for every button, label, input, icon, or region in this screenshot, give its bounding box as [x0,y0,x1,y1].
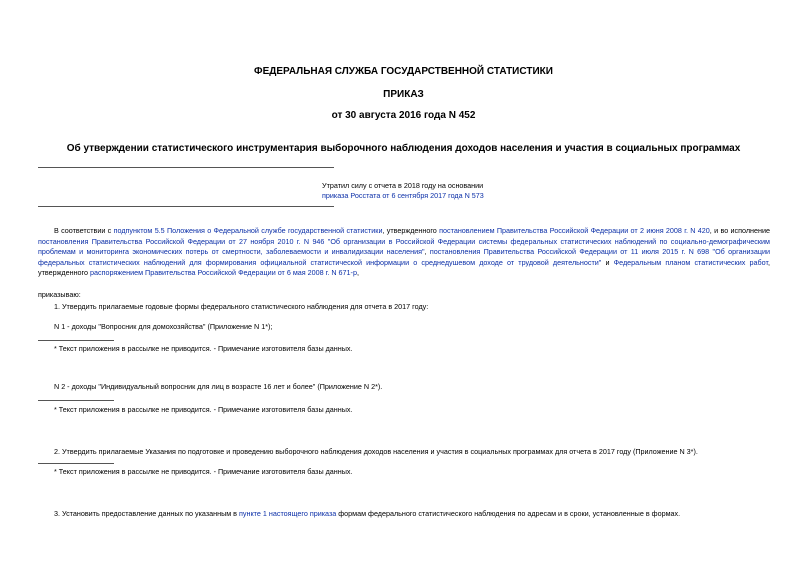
status-line: Утратил силу с отчета в 2018 году на основании [322,181,484,190]
doc-date-number: от 30 августа 2016 года N 452 [331,110,476,121]
order-word: приказываю: [38,290,81,299]
link-item-1[interactable]: пункте 1 настоящего приказа [239,509,337,518]
status-repeal-link[interactable]: приказа Росстата от 6 сентября 2017 года N 573 [322,191,484,200]
item-3-text-b: формам федерального статистического наблюдения по адресам и в сроки, установленные в формах. [336,509,681,518]
footnote-1: * Текст приложения в рассылке не приводится. - Примечание изготовителя базы данных. [54,344,353,353]
agency-title: ФЕДЕРАЛЬНАЯ СЛУЖБА ГОСУДАРСТВЕННОЙ СТАТИСТИКИ [254,66,553,77]
footnote-rule-3 [38,463,114,464]
preamble-text-5: и [601,257,614,267]
preamble-text-2: , утвержденного [382,226,440,235]
preamble-text-7: , [356,268,359,277]
item-3 [54,509,680,519]
footnote-rule-2 [38,400,114,401]
divider-top [38,167,334,168]
link-order-671[interactable]: распоряжением Правительства Российской Федерации от 6 мая 2008 г. N 671-р [90,268,357,277]
divider-bottom [38,206,334,207]
link-decree-698[interactable]: постановления Правительства Российской Федерации от 11 июля 2015 г. N 698 "Об организации федеральных статистических наблюдений для формирования официальной статистической информации о среднедушевом доходе от трудовой деятельности" [38,247,770,267]
item-2: 2. Утвердить прилагаемые Указания по подготовке и проведению выборочного наблюдения доходов населения и участия в социальных программах для отчета в 2017 году (Приложение N 3*). [54,447,698,456]
doc-type: ПРИКАЗ [383,89,424,100]
link-regulation-clause[interactable]: подпунктом 5.5 Положения о Федеральной службе государственной статистики [113,226,383,235]
preamble-text-1: В соответствии с [54,226,114,235]
link-decree-946[interactable]: постановления Правительства Российской Федерации от 27 ноября 2010 г. N 946 "Об организации в Российской Федерации системы федеральных статистических наблюдений по социально-демографическим проблемам и мониторинга экономических потерь от смертности, заболеваемости и инвалидизации населения" [38,236,770,256]
preamble-text-4: , [424,247,430,256]
preamble-text-3: , и во исполнение [709,226,770,235]
form-1: N 1 - доходы "Вопросник для домохозяйства" (Приложение N 1*); [54,322,273,331]
item-1: 1. Утвердить прилагаемые годовые формы федерального статистического наблюдения для отчета в 2017 году: [54,302,429,311]
footnote-rule-1 [38,340,114,341]
preamble-text-6: , утвержденного [38,257,770,277]
form-2: N 2 - доходы "Индивидуальный вопросник для лиц в возрасте 16 лет и более" (Приложение N 2*). [54,382,383,391]
footnote-2: * Текст приложения в рассылке не приводится. - Примечание изготовителя базы данных. [54,405,353,414]
doc-title: Об утверждении статистического инструментария выборочного наблюдения доходов населения и участия в социальных программах [66,143,741,154]
link-statistical-plan[interactable]: Федеральным планом статистических работ [613,257,768,267]
item-3-text-a: 3. Установить предоставление данных по указанным в [54,509,239,518]
link-decree-420[interactable]: постановлением Правительства Российской Федерации от 2 июня 2008 г. N 420 [439,226,710,235]
footnote-3: * Текст приложения в рассылке не приводится. - Примечание изготовителя базы данных. [54,467,353,476]
preamble-paragraph [38,226,770,279]
